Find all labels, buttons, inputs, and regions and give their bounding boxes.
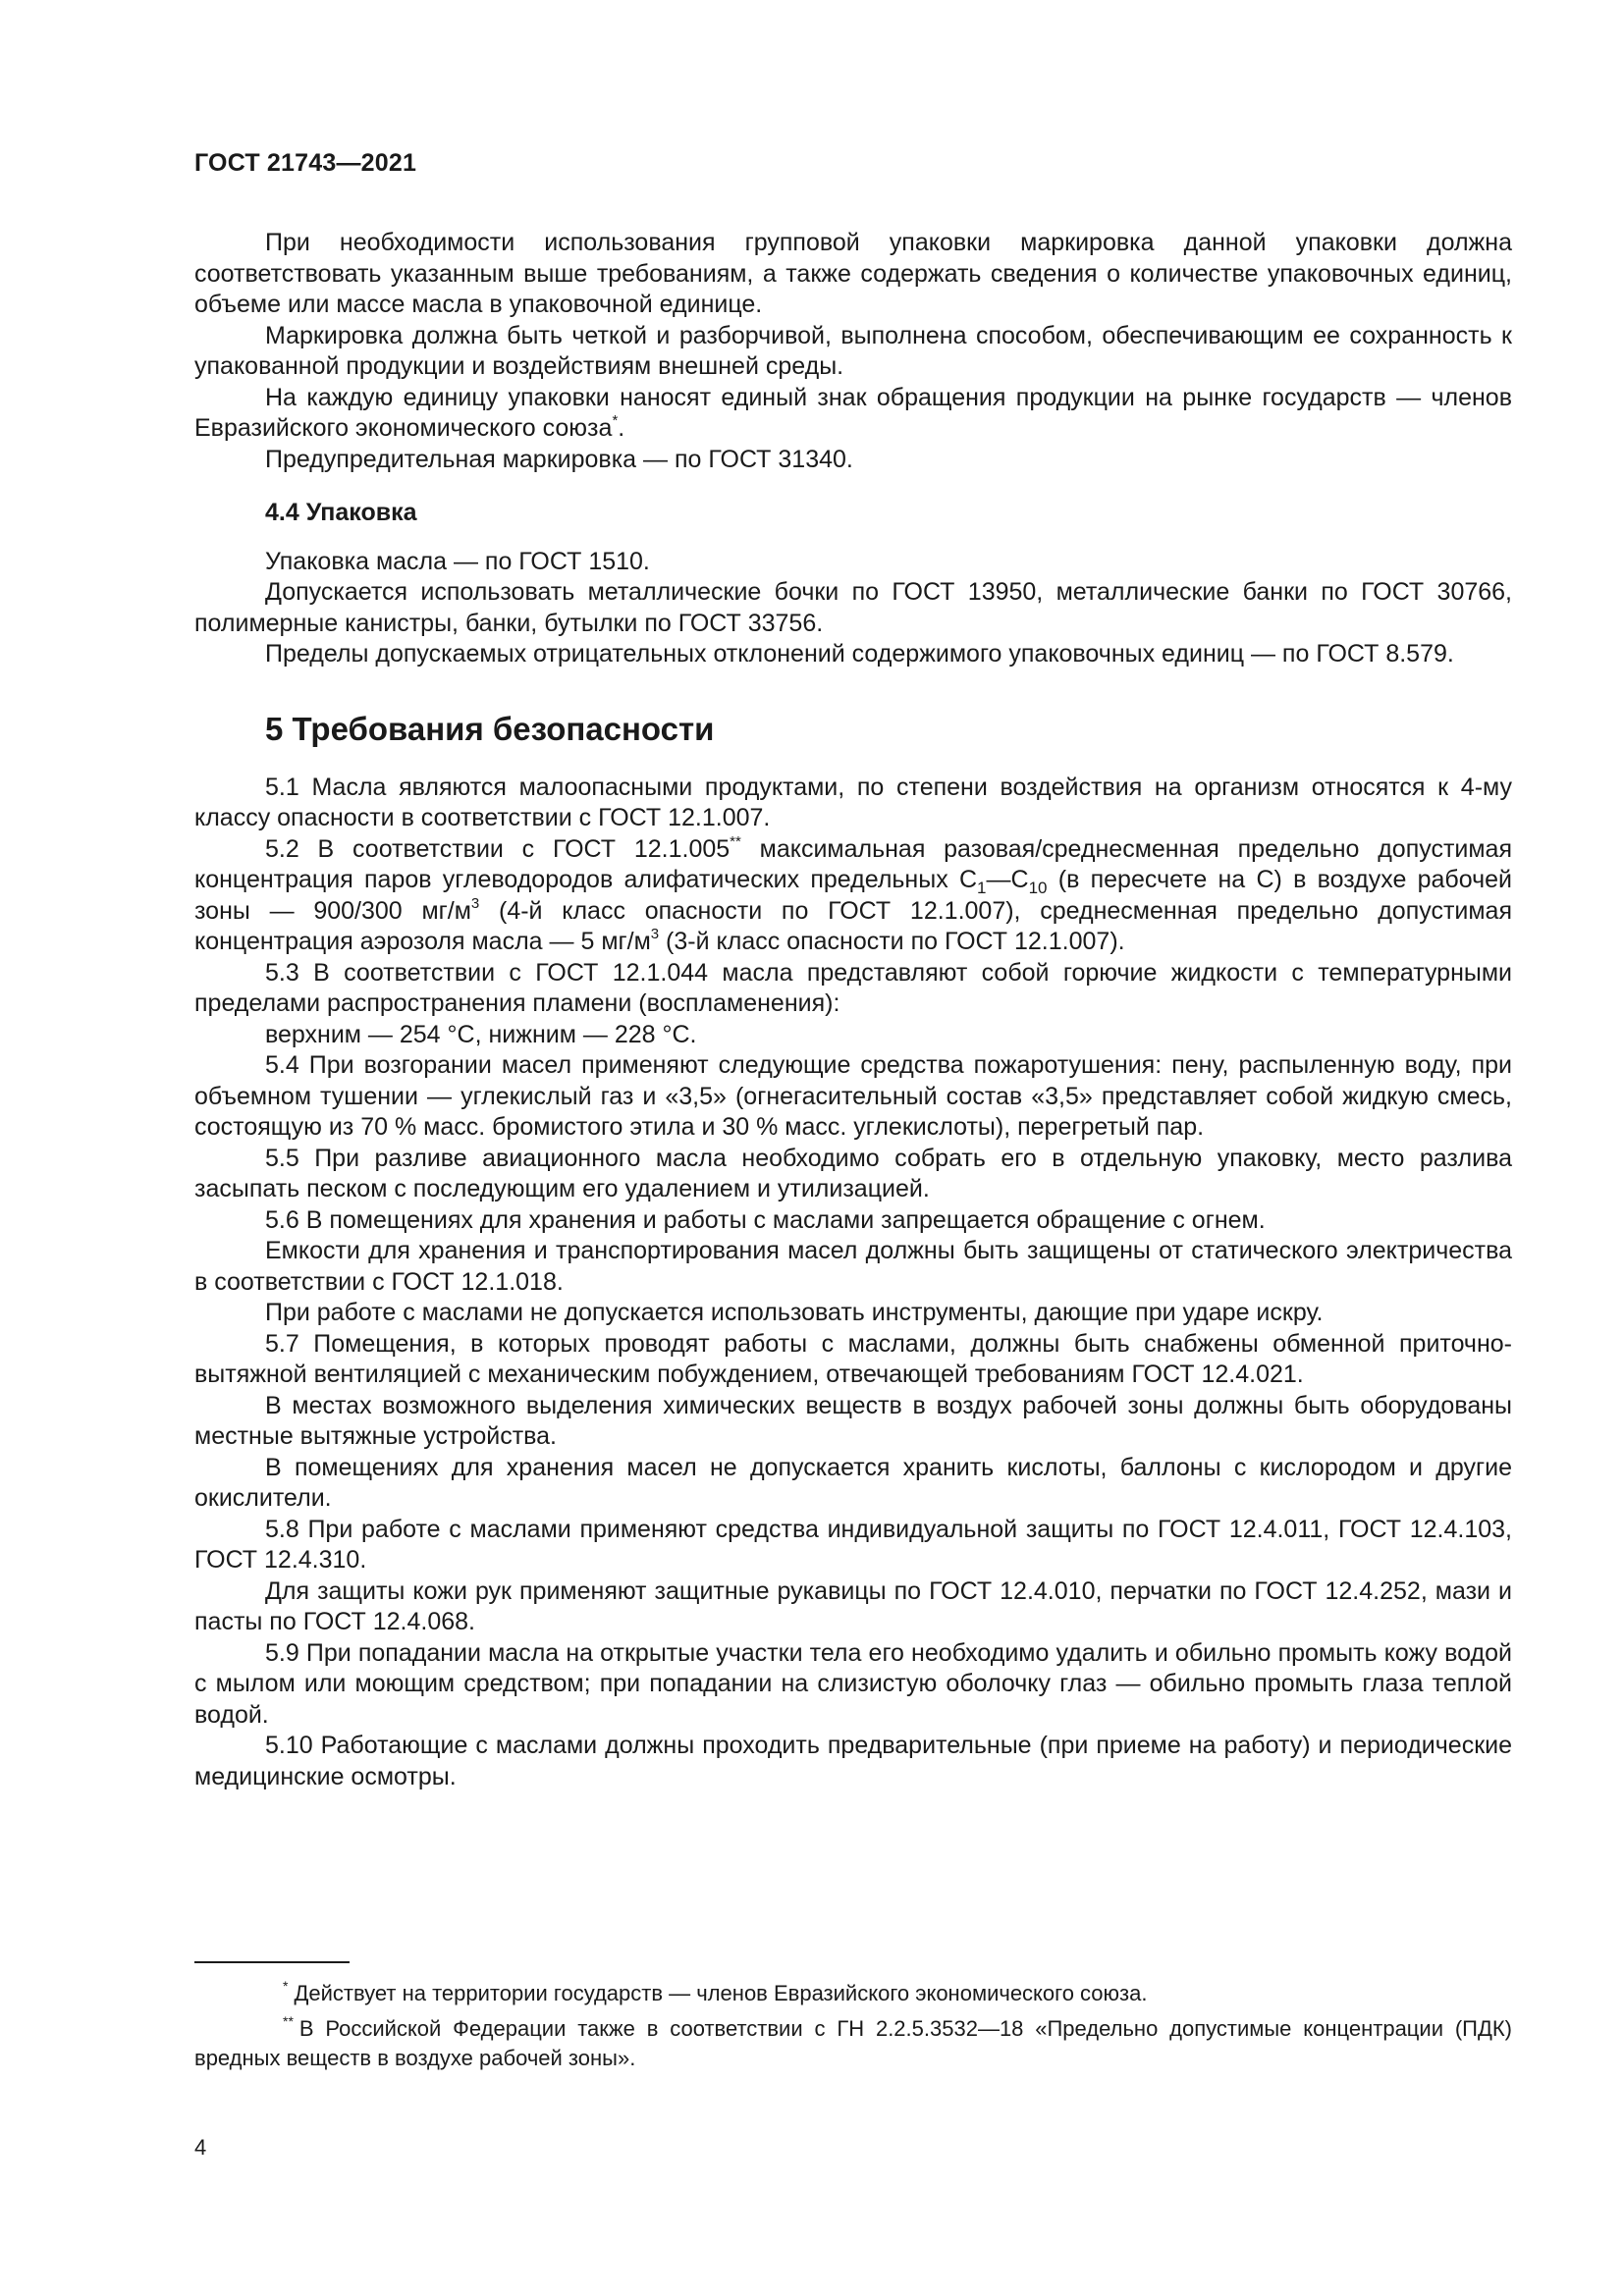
paragraph: В местах возможного выделения химических веществ в воздух рабочей зоны должны быть оборудованы местные вытяжные устройства. [194,1391,1512,1450]
document-header: ГОСТ 21743—2021 [194,149,417,177]
footnote-mark: ** [283,2013,294,2029]
paragraph: Емкости для хранения и транспортирования масел должны быть защищены от статического электричества в соответствии с ГОСТ 12.1.018. [194,1237,1512,1296]
section-title: 5 Требования безопасности [265,710,715,747]
paragraph: 5.7 Помещения, в которых проводят работы с маслами, должны быть снабжены обменной приточно-вытяжной вентиляцией с механическим побуждением, отвечающей требованиям ГОСТ 12.4.021. [194,1329,1512,1388]
paragraph: 5.9 При попадании масла на открытые участки тела его необходимо удалить и обильно промыть кожу водой с мылом или моющим средством; при попадании на слизистую оболочку глаз — обильно промыть глаза теплой водой. [194,1638,1512,1729]
footnotes [194,1979,1512,2079]
paragraph: Упаковка масла — по ГОСТ 1510. [265,547,650,575]
paragraph-text: —С [986,866,1029,893]
paragraph: 5.4 При возгорании масел применяют следующие средства пожаротушения: пену, распыленную воду, при объемном тушении — углекислый газ и «3,5» (огнегасительный состав «3,5» представляет собой жидкую смесь, состоящую из 70 % масс. бромистого этила и 30 % масс. углекислоты), перегретый пар. [194,1051,1512,1141]
paragraph: Пределы допускаемых отрицательных отклонений содержимого упаковочных единиц — по ГОСТ 8.579. [265,640,1454,667]
paragraph-text: (в пересчете на С) в воздухе рабочей зоны — 900/300 мг/м [194,866,1513,925]
paragraph: При необходимости использования групповой упаковки маркировка данной упаковки должна соответствовать указанным выше требованиям, а также содержать сведения о количестве упаковочных единиц, объеме или массе масла в упаковочной единице. [194,229,1512,318]
paragraph: 5.3 В соответствии с ГОСТ 12.1.044 масла представляют собой горючие жидкости с температурными пределами распространения пламени (воспламенения): [194,958,1512,1017]
paragraph: Допускается использовать металлические бочки по ГОСТ 13950, металлические банки по ГОСТ 30766, полимерные канистры, банки, бутылки по ГОСТ 33756. [194,578,1512,637]
paragraph: 5.1 Масла являются малоопасными продуктами, по степени воздействия на организм относятся к 4-му классу опасности в соответствии с ГОСТ 12.1.007. [194,773,1512,831]
footnote-text: Действует на территории государств — членов Евразийского экономического союза. [294,1981,1148,2005]
paragraph: Для защиты кожи рук применяют защитные рукавицы по ГОСТ 12.4.010, перчатки по ГОСТ 12.4.252, мази и пасты по ГОСТ 12.4.068. [194,1576,1512,1635]
subsection-title: 4.4 Упаковка [265,499,417,526]
paragraph: верхним — 254 °С, нижним — 228 °С. [265,1020,697,1048]
footnote-text: В Российской Федерации также в соответствии с ГН 2.2.5.3532—18 «Предельно допустимые концентрации (ПДК) вредных веществ в воздухе рабочей зоны». [194,2016,1512,2070]
footnote-mark: * [283,1978,289,1994]
paragraph-text: максимальная разовая/среднесменная предельно допустимая концентрация паров углеводородов алифатических предельных С [194,834,1512,893]
footnote-divider [194,1961,350,1963]
footnote [194,2014,1512,2073]
paragraph-text: (3-й класс опасности по ГОСТ 12.1.007). [659,928,1125,955]
footnote-ref[interactable]: * [612,412,619,429]
paragraph: При работе с маслами не допускается использовать инструменты, дающие при ударе искру. [265,1299,1324,1326]
paragraph-text: 5.2 В соответствии с ГОСТ 12.1.005 [265,834,731,863]
superscript: 3 [650,926,660,942]
paragraph-text: На каждую единицу упаковки наносят единый знак обращения продукции на рынке государств — членов Евразийского экономического союза [194,383,1512,442]
paragraph: Маркировка должна быть четкой и разборчивой, выполнена способом, обеспечивающим ее сохранность к упакованной продукции и воздействиям внешней среды. [194,321,1512,380]
footnote [194,1979,1512,2008]
paragraph: В помещениях для хранения масел не допускается хранить кислоты, баллоны с кислородом и другие окислители. [194,1453,1512,1512]
paragraph: 5.5 При разливе авиационного масла необходимо собрать его в отдельную упаковку, место разлива засыпать песком с последующим его удалением и утилизацией. [194,1144,1512,1202]
punctuation: . [618,414,625,442]
paragraph: 5.10 Работающие с маслами должны проходить предварительные (при приеме на работу) и периодические медицинские осмотры. [194,1732,1512,1790]
superscript: 3 [470,894,480,912]
subscript: 10 [1028,879,1048,897]
paragraph [194,383,1512,445]
paragraph: 5.8 При работе с маслами применяют средства индивидуальной защиты по ГОСТ 12.4.011, ГОСТ 12.4.103, ГОСТ 12.4.310. [194,1515,1512,1574]
paragraph: Предупредительная маркировка — по ГОСТ 31340. [265,445,853,473]
footnote-ref[interactable]: ** [730,832,741,850]
subscript: 1 [977,879,987,897]
document-body [194,228,1512,1792]
paragraph [194,834,1512,958]
paragraph: 5.6 В помещениях для хранения и работы с маслами запрещается обращение с огнем. [265,1205,1266,1234]
paragraph-text: (4-й класс опасности по ГОСТ 12.1.007), среднесменная предельно допустимая концентрация аэрозоля масла — 5 мг/м [194,896,1512,955]
page-number: 4 [194,2135,207,2160]
